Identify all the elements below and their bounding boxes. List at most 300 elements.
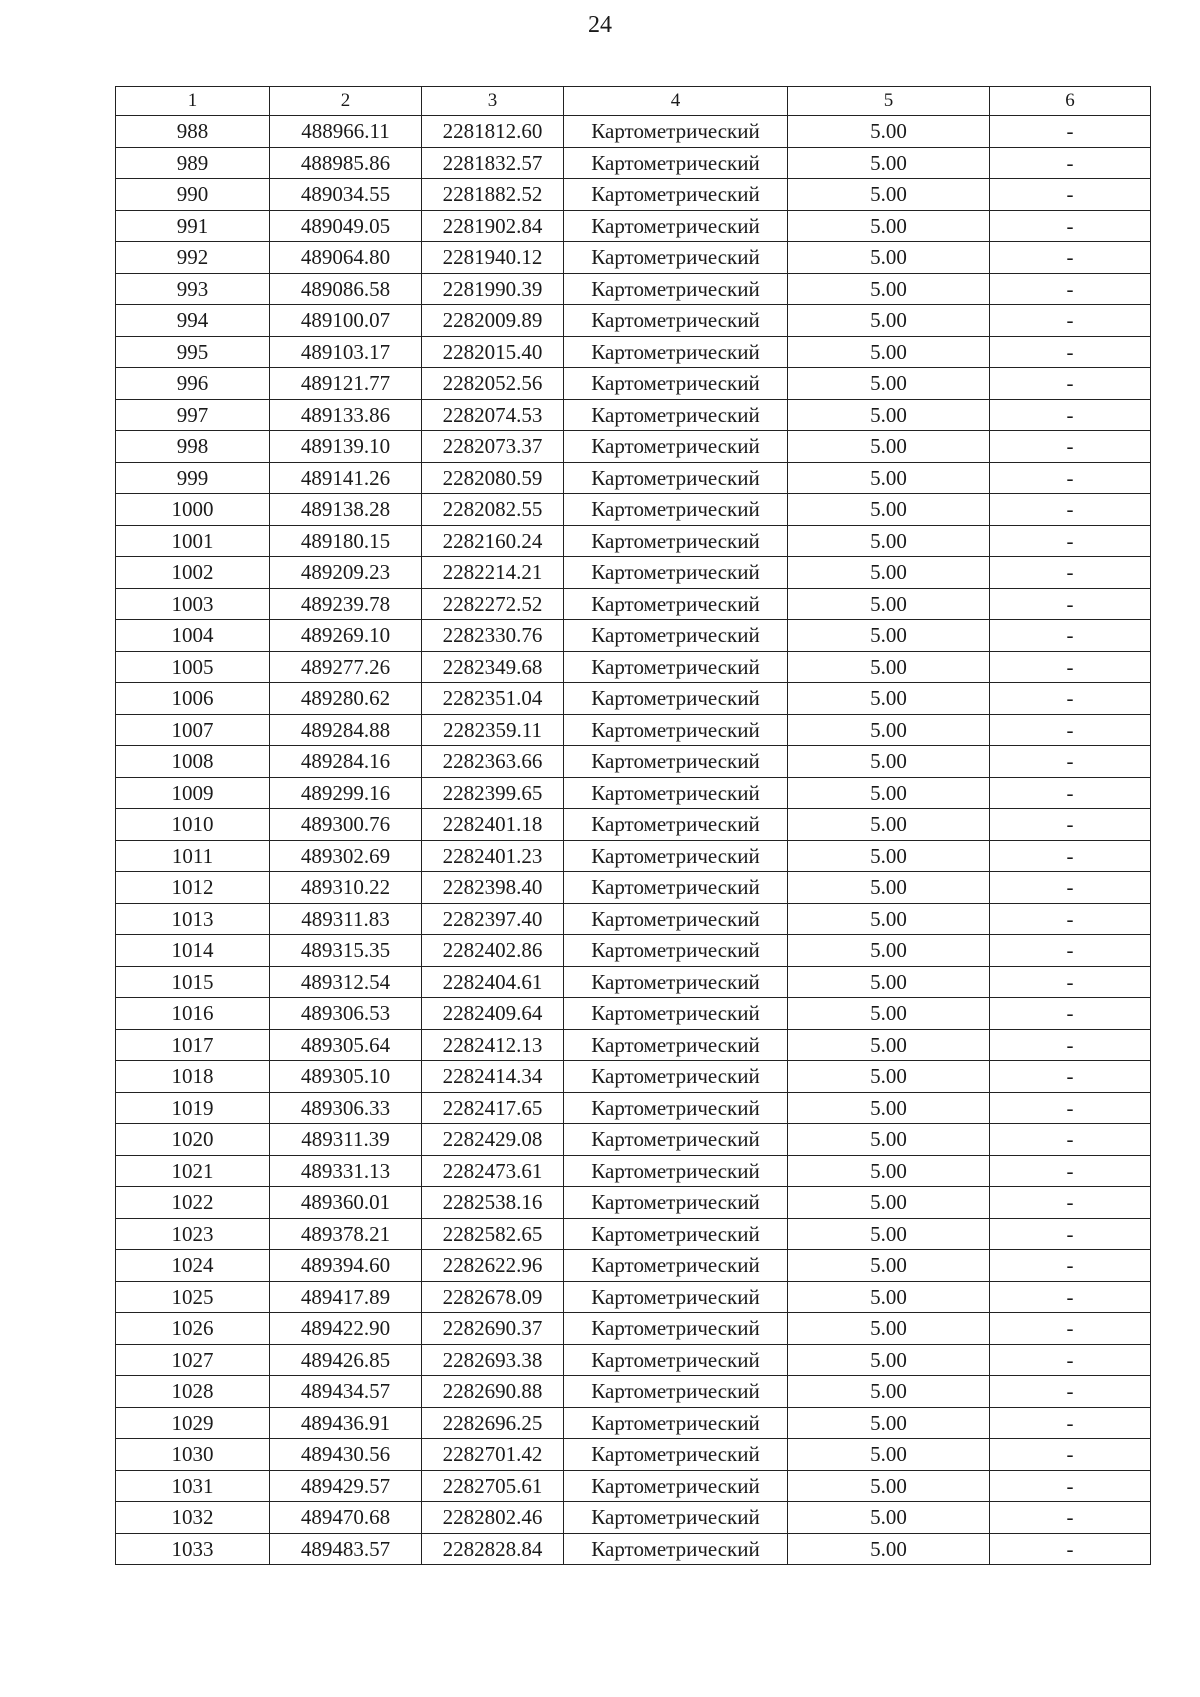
x-coordinate-cell: 489434.57 [270, 1376, 422, 1408]
page-number: 24 [588, 12, 612, 38]
accuracy-cell: 5.00 [788, 305, 990, 337]
x-coordinate-cell: 489284.88 [270, 714, 422, 746]
point-number-cell: 999 [116, 462, 270, 494]
description-cell: - [990, 210, 1151, 242]
x-coordinate-cell: 489426.85 [270, 1344, 422, 1376]
accuracy-cell: 5.00 [788, 1092, 990, 1124]
column-header: 3 [422, 87, 564, 116]
y-coordinate-cell: 2282417.65 [422, 1092, 564, 1124]
method-cell: Картометрический [564, 966, 788, 998]
point-number-cell: 1012 [116, 872, 270, 904]
point-number-cell: 993 [116, 273, 270, 305]
description-cell: - [990, 494, 1151, 526]
y-coordinate-cell: 2282351.04 [422, 683, 564, 715]
table-row [116, 1250, 1151, 1282]
point-number-cell: 1003 [116, 588, 270, 620]
point-number-cell: 997 [116, 399, 270, 431]
method-cell: Картометрический [564, 651, 788, 683]
x-coordinate-cell: 489306.53 [270, 998, 422, 1030]
y-coordinate-cell: 2282160.24 [422, 525, 564, 557]
x-coordinate-cell: 489209.23 [270, 557, 422, 589]
method-cell: Картометрический [564, 620, 788, 652]
method-cell: Картометрический [564, 462, 788, 494]
method-cell: Картометрический [564, 305, 788, 337]
header-row [116, 87, 1151, 116]
y-coordinate-cell: 2282080.59 [422, 462, 564, 494]
x-coordinate-cell: 489034.55 [270, 179, 422, 211]
x-coordinate-cell: 489360.01 [270, 1187, 422, 1219]
x-coordinate-cell: 489306.33 [270, 1092, 422, 1124]
point-number-cell: 1016 [116, 998, 270, 1030]
method-cell: Картометрический [564, 368, 788, 400]
column-header: 1 [116, 87, 270, 116]
table-row [116, 1281, 1151, 1313]
description-cell: - [990, 1124, 1151, 1156]
accuracy-cell: 5.00 [788, 462, 990, 494]
description-cell: - [990, 1344, 1151, 1376]
method-cell: Картометрический [564, 1029, 788, 1061]
y-coordinate-cell: 2282401.18 [422, 809, 564, 841]
y-coordinate-cell: 2282359.11 [422, 714, 564, 746]
accuracy-cell: 5.00 [788, 525, 990, 557]
description-cell: - [990, 1407, 1151, 1439]
description-cell: - [990, 588, 1151, 620]
x-coordinate-cell: 489121.77 [270, 368, 422, 400]
y-coordinate-cell: 2282582.65 [422, 1218, 564, 1250]
method-cell: Картометрический [564, 809, 788, 841]
table-row [116, 588, 1151, 620]
method-cell: Картометрический [564, 336, 788, 368]
accuracy-cell: 5.00 [788, 1029, 990, 1061]
table-row [116, 305, 1151, 337]
x-coordinate-cell: 489086.58 [270, 273, 422, 305]
method-cell: Картометрический [564, 1439, 788, 1471]
y-coordinate-cell: 2282082.55 [422, 494, 564, 526]
description-cell: - [990, 777, 1151, 809]
point-number-cell: 1024 [116, 1250, 270, 1282]
accuracy-cell: 5.00 [788, 1124, 990, 1156]
accuracy-cell: 5.00 [788, 494, 990, 526]
x-coordinate-cell: 489331.13 [270, 1155, 422, 1187]
y-coordinate-cell: 2282330.76 [422, 620, 564, 652]
description-cell: - [990, 935, 1151, 967]
column-header: 2 [270, 87, 422, 116]
method-cell: Картометрический [564, 746, 788, 778]
table-row [116, 494, 1151, 526]
y-coordinate-cell: 2282690.88 [422, 1376, 564, 1408]
table-row [116, 872, 1151, 904]
table-row [116, 777, 1151, 809]
table-row [116, 525, 1151, 557]
y-coordinate-cell: 2281990.39 [422, 273, 564, 305]
accuracy-cell: 5.00 [788, 1218, 990, 1250]
table-row [116, 1344, 1151, 1376]
method-cell: Картометрический [564, 588, 788, 620]
table-row [116, 1187, 1151, 1219]
method-cell: Картометрический [564, 116, 788, 148]
y-coordinate-cell: 2281812.60 [422, 116, 564, 148]
method-cell: Картометрический [564, 399, 788, 431]
point-number-cell: 1029 [116, 1407, 270, 1439]
y-coordinate-cell: 2282412.13 [422, 1029, 564, 1061]
method-cell: Картометрический [564, 179, 788, 211]
accuracy-cell: 5.00 [788, 1061, 990, 1093]
method-cell: Картометрический [564, 1250, 788, 1282]
description-cell: - [990, 714, 1151, 746]
y-coordinate-cell: 2282693.38 [422, 1344, 564, 1376]
x-coordinate-cell: 488966.11 [270, 116, 422, 148]
y-coordinate-cell: 2282678.09 [422, 1281, 564, 1313]
description-cell: - [990, 273, 1151, 305]
description-cell: - [990, 1502, 1151, 1534]
y-coordinate-cell: 2282401.23 [422, 840, 564, 872]
description-cell: - [990, 305, 1151, 337]
point-number-cell: 1022 [116, 1187, 270, 1219]
accuracy-cell: 5.00 [788, 588, 990, 620]
table-row [116, 1533, 1151, 1565]
y-coordinate-cell: 2282397.40 [422, 903, 564, 935]
x-coordinate-cell: 489315.35 [270, 935, 422, 967]
x-coordinate-cell: 489436.91 [270, 1407, 422, 1439]
accuracy-cell: 5.00 [788, 872, 990, 904]
x-coordinate-cell: 489239.78 [270, 588, 422, 620]
y-coordinate-cell: 2282538.16 [422, 1187, 564, 1219]
y-coordinate-cell: 2281940.12 [422, 242, 564, 274]
x-coordinate-cell: 489311.83 [270, 903, 422, 935]
point-number-cell: 1030 [116, 1439, 270, 1471]
method-cell: Картометрический [564, 1218, 788, 1250]
description-cell: - [990, 557, 1151, 589]
x-coordinate-cell: 489378.21 [270, 1218, 422, 1250]
description-cell: - [990, 1155, 1151, 1187]
description-cell: - [990, 1061, 1151, 1093]
x-coordinate-cell: 489064.80 [270, 242, 422, 274]
table-row [116, 368, 1151, 400]
accuracy-cell: 5.00 [788, 1187, 990, 1219]
y-coordinate-cell: 2282214.21 [422, 557, 564, 589]
x-coordinate-cell: 488985.86 [270, 147, 422, 179]
point-number-cell: 988 [116, 116, 270, 148]
accuracy-cell: 5.00 [788, 1313, 990, 1345]
method-cell: Картометрический [564, 903, 788, 935]
x-coordinate-cell: 489269.10 [270, 620, 422, 652]
point-number-cell: 995 [116, 336, 270, 368]
table-row [116, 651, 1151, 683]
y-coordinate-cell: 2282701.42 [422, 1439, 564, 1471]
column-header: 4 [564, 87, 788, 116]
x-coordinate-cell: 489100.07 [270, 305, 422, 337]
accuracy-cell: 5.00 [788, 179, 990, 211]
description-cell: - [990, 998, 1151, 1030]
description-cell: - [990, 242, 1151, 274]
point-number-cell: 1014 [116, 935, 270, 967]
point-number-cell: 1004 [116, 620, 270, 652]
point-number-cell: 1026 [116, 1313, 270, 1345]
y-coordinate-cell: 2282409.64 [422, 998, 564, 1030]
accuracy-cell: 5.00 [788, 1439, 990, 1471]
point-number-cell: 1001 [116, 525, 270, 557]
point-number-cell: 1018 [116, 1061, 270, 1093]
method-cell: Картометрический [564, 935, 788, 967]
table-row [116, 903, 1151, 935]
table-row [116, 431, 1151, 463]
description-cell: - [990, 746, 1151, 778]
point-number-cell: 1027 [116, 1344, 270, 1376]
x-coordinate-cell: 489302.69 [270, 840, 422, 872]
point-number-cell: 1005 [116, 651, 270, 683]
description-cell: - [990, 809, 1151, 841]
x-coordinate-cell: 489133.86 [270, 399, 422, 431]
accuracy-cell: 5.00 [788, 336, 990, 368]
table-row [116, 1029, 1151, 1061]
column-header: 5 [788, 87, 990, 116]
method-cell: Картометрический [564, 1533, 788, 1565]
table-row [116, 714, 1151, 746]
method-cell: Картометрический [564, 683, 788, 715]
accuracy-cell: 5.00 [788, 1344, 990, 1376]
y-coordinate-cell: 2282429.08 [422, 1124, 564, 1156]
accuracy-cell: 5.00 [788, 746, 990, 778]
table-row [116, 1155, 1151, 1187]
table-row [116, 1376, 1151, 1408]
accuracy-cell: 5.00 [788, 998, 990, 1030]
point-number-cell: 1006 [116, 683, 270, 715]
accuracy-cell: 5.00 [788, 1502, 990, 1534]
accuracy-cell: 5.00 [788, 1250, 990, 1282]
x-coordinate-cell: 489470.68 [270, 1502, 422, 1534]
method-cell: Картометрический [564, 242, 788, 274]
accuracy-cell: 5.00 [788, 1155, 990, 1187]
description-cell: - [990, 399, 1151, 431]
accuracy-cell: 5.00 [788, 777, 990, 809]
point-number-cell: 989 [116, 147, 270, 179]
accuracy-cell: 5.00 [788, 714, 990, 746]
description-cell: - [990, 147, 1151, 179]
method-cell: Картометрический [564, 998, 788, 1030]
point-number-cell: 992 [116, 242, 270, 274]
table-row [116, 1218, 1151, 1250]
accuracy-cell: 5.00 [788, 368, 990, 400]
description-cell: - [990, 1092, 1151, 1124]
description-cell: - [990, 1470, 1151, 1502]
table-row [116, 1313, 1151, 1345]
y-coordinate-cell: 2282696.25 [422, 1407, 564, 1439]
description-cell: - [990, 368, 1151, 400]
description-cell: - [990, 966, 1151, 998]
method-cell: Картометрический [564, 525, 788, 557]
description-cell: - [990, 462, 1151, 494]
point-number-cell: 1033 [116, 1533, 270, 1565]
method-cell: Картометрический [564, 1092, 788, 1124]
y-coordinate-cell: 2282399.65 [422, 777, 564, 809]
table-row [116, 1502, 1151, 1534]
description-cell: - [990, 903, 1151, 935]
point-number-cell: 1020 [116, 1124, 270, 1156]
table-row [116, 116, 1151, 148]
x-coordinate-cell: 489138.28 [270, 494, 422, 526]
y-coordinate-cell: 2282690.37 [422, 1313, 564, 1345]
y-coordinate-cell: 2282402.86 [422, 935, 564, 967]
table-row [116, 210, 1151, 242]
point-number-cell: 1028 [116, 1376, 270, 1408]
accuracy-cell: 5.00 [788, 557, 990, 589]
point-number-cell: 1011 [116, 840, 270, 872]
y-coordinate-cell: 2282828.84 [422, 1533, 564, 1565]
table-row [116, 179, 1151, 211]
table-row [116, 336, 1151, 368]
method-cell: Картометрический [564, 147, 788, 179]
accuracy-cell: 5.00 [788, 935, 990, 967]
method-cell: Картометрический [564, 1407, 788, 1439]
x-coordinate-cell: 489103.17 [270, 336, 422, 368]
description-cell: - [990, 1533, 1151, 1565]
table-row [116, 1092, 1151, 1124]
point-number-cell: 996 [116, 368, 270, 400]
description-cell: - [990, 525, 1151, 557]
description-cell: - [990, 683, 1151, 715]
table-row [116, 557, 1151, 589]
description-cell: - [990, 1218, 1151, 1250]
accuracy-cell: 5.00 [788, 683, 990, 715]
x-coordinate-cell: 489483.57 [270, 1533, 422, 1565]
table-row [116, 1061, 1151, 1093]
y-coordinate-cell: 2282363.66 [422, 746, 564, 778]
description-cell: - [990, 1439, 1151, 1471]
table-row [116, 840, 1151, 872]
method-cell: Картометрический [564, 777, 788, 809]
method-cell: Картометрический [564, 1470, 788, 1502]
point-number-cell: 1010 [116, 809, 270, 841]
accuracy-cell: 5.00 [788, 1470, 990, 1502]
x-coordinate-cell: 489280.62 [270, 683, 422, 715]
column-header: 6 [990, 87, 1151, 116]
y-coordinate-cell: 2282473.61 [422, 1155, 564, 1187]
method-cell: Картометрический [564, 1502, 788, 1534]
point-number-cell: 994 [116, 305, 270, 337]
table-row [116, 273, 1151, 305]
y-coordinate-cell: 2282802.46 [422, 1502, 564, 1534]
description-cell: - [990, 1281, 1151, 1313]
y-coordinate-cell: 2282404.61 [422, 966, 564, 998]
y-coordinate-cell: 2282009.89 [422, 305, 564, 337]
y-coordinate-cell: 2282015.40 [422, 336, 564, 368]
point-number-cell: 1009 [116, 777, 270, 809]
x-coordinate-cell: 489312.54 [270, 966, 422, 998]
x-coordinate-cell: 489139.10 [270, 431, 422, 463]
point-number-cell: 1017 [116, 1029, 270, 1061]
table-row [116, 966, 1151, 998]
method-cell: Картометрический [564, 1155, 788, 1187]
table-row [116, 1470, 1151, 1502]
description-cell: - [990, 1313, 1151, 1345]
accuracy-cell: 5.00 [788, 840, 990, 872]
x-coordinate-cell: 489429.57 [270, 1470, 422, 1502]
x-coordinate-cell: 489300.76 [270, 809, 422, 841]
point-number-cell: 1019 [116, 1092, 270, 1124]
accuracy-cell: 5.00 [788, 242, 990, 274]
accuracy-cell: 5.00 [788, 147, 990, 179]
table-row [116, 1407, 1151, 1439]
method-cell: Картометрический [564, 1124, 788, 1156]
description-cell: - [990, 1029, 1151, 1061]
x-coordinate-cell: 489284.16 [270, 746, 422, 778]
description-cell: - [990, 872, 1151, 904]
accuracy-cell: 5.00 [788, 116, 990, 148]
accuracy-cell: 5.00 [788, 1407, 990, 1439]
description-cell: - [990, 651, 1151, 683]
point-number-cell: 991 [116, 210, 270, 242]
y-coordinate-cell: 2282073.37 [422, 431, 564, 463]
description-cell: - [990, 1376, 1151, 1408]
accuracy-cell: 5.00 [788, 431, 990, 463]
y-coordinate-cell: 2282074.53 [422, 399, 564, 431]
point-number-cell: 1013 [116, 903, 270, 935]
table-body [116, 116, 1151, 1565]
table-row [116, 746, 1151, 778]
table-row [116, 147, 1151, 179]
x-coordinate-cell: 489422.90 [270, 1313, 422, 1345]
description-cell: - [990, 1187, 1151, 1219]
method-cell: Картометрический [564, 557, 788, 589]
method-cell: Картометрический [564, 1187, 788, 1219]
coordinates-table [115, 86, 1151, 1565]
point-number-cell: 998 [116, 431, 270, 463]
y-coordinate-cell: 2282622.96 [422, 1250, 564, 1282]
point-number-cell: 1008 [116, 746, 270, 778]
x-coordinate-cell: 489430.56 [270, 1439, 422, 1471]
y-coordinate-cell: 2282272.52 [422, 588, 564, 620]
point-number-cell: 1025 [116, 1281, 270, 1313]
method-cell: Картометрический [564, 714, 788, 746]
accuracy-cell: 5.00 [788, 809, 990, 841]
x-coordinate-cell: 489311.39 [270, 1124, 422, 1156]
point-number-cell: 1023 [116, 1218, 270, 1250]
point-number-cell: 1032 [116, 1502, 270, 1534]
method-cell: Картометрический [564, 1313, 788, 1345]
y-coordinate-cell: 2282398.40 [422, 872, 564, 904]
description-cell: - [990, 620, 1151, 652]
description-cell: - [990, 1250, 1151, 1282]
table-row [116, 462, 1151, 494]
method-cell: Картометрический [564, 1061, 788, 1093]
x-coordinate-cell: 489180.15 [270, 525, 422, 557]
y-coordinate-cell: 2281832.57 [422, 147, 564, 179]
table-row [116, 935, 1151, 967]
point-number-cell: 1021 [116, 1155, 270, 1187]
method-cell: Картометрический [564, 840, 788, 872]
point-number-cell: 1015 [116, 966, 270, 998]
accuracy-cell: 5.00 [788, 273, 990, 305]
description-cell: - [990, 431, 1151, 463]
method-cell: Картометрический [564, 872, 788, 904]
table-row [116, 620, 1151, 652]
point-number-cell: 1031 [116, 1470, 270, 1502]
method-cell: Картометрический [564, 1281, 788, 1313]
point-number-cell: 990 [116, 179, 270, 211]
description-cell: - [990, 336, 1151, 368]
description-cell: - [990, 179, 1151, 211]
accuracy-cell: 5.00 [788, 1376, 990, 1408]
y-coordinate-cell: 2281902.84 [422, 210, 564, 242]
accuracy-cell: 5.00 [788, 1533, 990, 1565]
table-row [116, 399, 1151, 431]
point-number-cell: 1007 [116, 714, 270, 746]
table-row [116, 998, 1151, 1030]
y-coordinate-cell: 2282705.61 [422, 1470, 564, 1502]
x-coordinate-cell: 489141.26 [270, 462, 422, 494]
accuracy-cell: 5.00 [788, 966, 990, 998]
x-coordinate-cell: 489394.60 [270, 1250, 422, 1282]
